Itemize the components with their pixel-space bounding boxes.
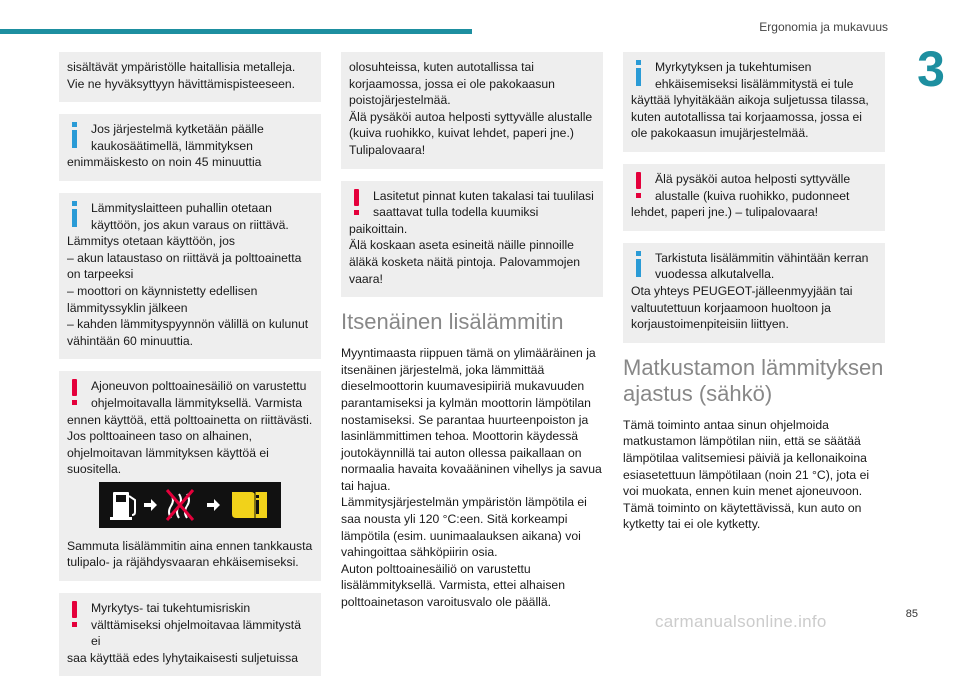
pictogram-image [99, 482, 281, 528]
page-number: 85 [905, 608, 918, 620]
warning-box [623, 164, 885, 231]
info-box [59, 193, 321, 359]
warning-box [59, 593, 321, 676]
watermark: carmanualsonline.info [655, 612, 827, 631]
info-text-first: Myrkytyksen ja tukehtumisen ehkäisemiseksi lisälämmitystä ei tule [655, 60, 854, 91]
info-text-rest: Ota yhteys PEUGEOT-jälleenmyyjään tai valtuutettuun korjaamoon huoltoon ja korjaustoimenpiteisiin liittyen. [631, 283, 853, 332]
column-1 [59, 52, 321, 688]
header-accent-bar [0, 29, 472, 34]
note-text: sisältävät ympäristölle haitallisia metalleja. Vie ne hyväksyttyyn hävittämispisteeseen. [67, 60, 296, 91]
info-text-rest: Lämmitys otetaan käyttöön, jos – akun lataustaso on riittävä ja polttoainetta on tarpeeksi – moottori on käynnistetty edellisen lämmityssyklin jälkeen – kahden lämmityspyynnön välillä on kulunut vähintään 60 minuuttia. [67, 234, 309, 348]
warning-text: olosuhteissa, kuten autotallissa tai korjaamossa, jossa ei ole pakokaasun poistojärjestelmää. Älä pysäköi autoa helposti syttyvälle alustalle (kuiva ruohikko, kuivat lehdet, paperi jne.) Tulipalovaara! [349, 60, 593, 157]
warning-text-after: Sammuta lisälämmitin aina ennen tankkausta tulipalo- ja räjähdysvaaran ehkäisemiseksi. [67, 538, 313, 570]
warning-text-first: Älä pysäköi autoa helposti syttyvälle alustalle (kuiva ruohikko, pudonneet [655, 171, 851, 203]
info-text-first: Jos järjestelmä kytketään päälle kaukosäätimellä, lämmityksen [91, 122, 264, 153]
warning-text-rest: saa käyttää edes lyhytaikaisesti suljetuissa [67, 650, 299, 665]
continued-note-box [59, 52, 321, 102]
column-3 [623, 52, 885, 543]
warning-text-first: Lasitetut pinnat kuten takalasi tai tuulilasi saattavat tulla todella kuumiksi [373, 188, 594, 220]
info-icon [631, 60, 647, 86]
info-text-rest: enimmäiskesto on noin 45 minuuttia [67, 155, 262, 170]
info-icon [631, 251, 647, 277]
body-text: Myyntimaasta riippuen tämä on ylimääräinen ja itsenäinen järjestelmä, joka lämmittää dieselmoottorin kuumavesipiiriä mukavuuden parantamiseksi ja kylmän moottorin lämpötilan nostamiseksi. Se parantaa huurteenpoiston ja lasinlämmittimen tehoa. Moottorin käydessä joutokäynnillä tai auton ollessa paikallaan on normaalia havaita kovaääninen vihellys ja savua tai hajua. Lämmitysjärjestelmän ympäristön lämpötila ei saa nousta yli 120 °C:een. Sitä korkeampi lämpötila (esim. uunimaalauksen aikana) voi vahingoittaa sähköpiirin osia. Auton polttoainesäiliö on varustettu lisälämmityksellä. Varmista, ettei alhaisen polttoainetason varoitusvalo ole päällä. [341, 346, 602, 610]
warning-icon [67, 379, 83, 405]
chapter-number: 3 [902, 40, 960, 98]
info-box [623, 243, 885, 343]
warning-text-rest: lehdet, paperi jne.) – tulipalovaara! [631, 205, 818, 220]
warning-text-rest: ennen käyttöä, että polttoainetta on riittävästi. Jos polttoaineen taso on alhainen, ohjelmoitavan lämmityksen käyttöä ei suositella. [67, 412, 313, 477]
info-text-first: Lämmityslaitteen puhallin otetaan käyttöön, jos akun varaus on riittävä. [91, 200, 289, 232]
info-icon [67, 201, 83, 227]
section-heading: Matkustamon lämmityksen ajastus (sähkö) [623, 354, 884, 406]
info-box [59, 114, 321, 181]
warning-icon [349, 189, 365, 215]
info-text-first: Tarkistuta lisälämmitin vähintään kerran vuodessa alkutalvella. [655, 250, 869, 282]
section-title: Ergonomia ja mukavuus [759, 20, 888, 34]
continued-warning-box [341, 52, 603, 169]
warning-text-first: Myrkytys- tai tukehtumisriskin välttämiseksi ohjelmoitavaa lämmitystä ei [91, 601, 301, 649]
info-box [623, 52, 885, 152]
refuel-warning-pictogram [67, 482, 313, 528]
warning-icon [67, 601, 83, 627]
info-text-rest: käyttää lyhyitäkään aikoja suljetussa tilassa, kuten autotallissa tai korjaamossa, jossa ei ole pakokaasun imujärjestelmää. [631, 93, 869, 141]
warning-box [341, 181, 603, 298]
column-2 [341, 52, 603, 621]
warning-text-first: Ajoneuvon polttoainesäiliö on varustettu ohjelmoitavalla lämmityksellä. Varmista [91, 379, 307, 410]
warning-box [59, 371, 321, 581]
warning-text-rest: paikoittain. Älä koskaan aseta esineitä näille pinnoille äläkä kosketa näitä pintoja. Palovammojen vaara! [349, 221, 581, 286]
warning-icon [631, 172, 647, 198]
section-heading: Itsenäinen lisälämmitin [341, 309, 564, 335]
body-text: Tämä toiminto antaa sinun ohjelmoida matkustamon lämpötilan niin, että se säätää lämpötilaa valitsemiesi päiviä ja kellonaikoina esiasetettuun lämpötilaan (noin 21 °C), jota ei voi muokata, ennen kuin menet ajoneuvoon. Tämä toiminto on käytettävissä, kun auto on kytketty tai ei ole kytketty. [623, 417, 870, 532]
info-icon [67, 122, 83, 148]
owner-manual-icon [232, 492, 267, 518]
